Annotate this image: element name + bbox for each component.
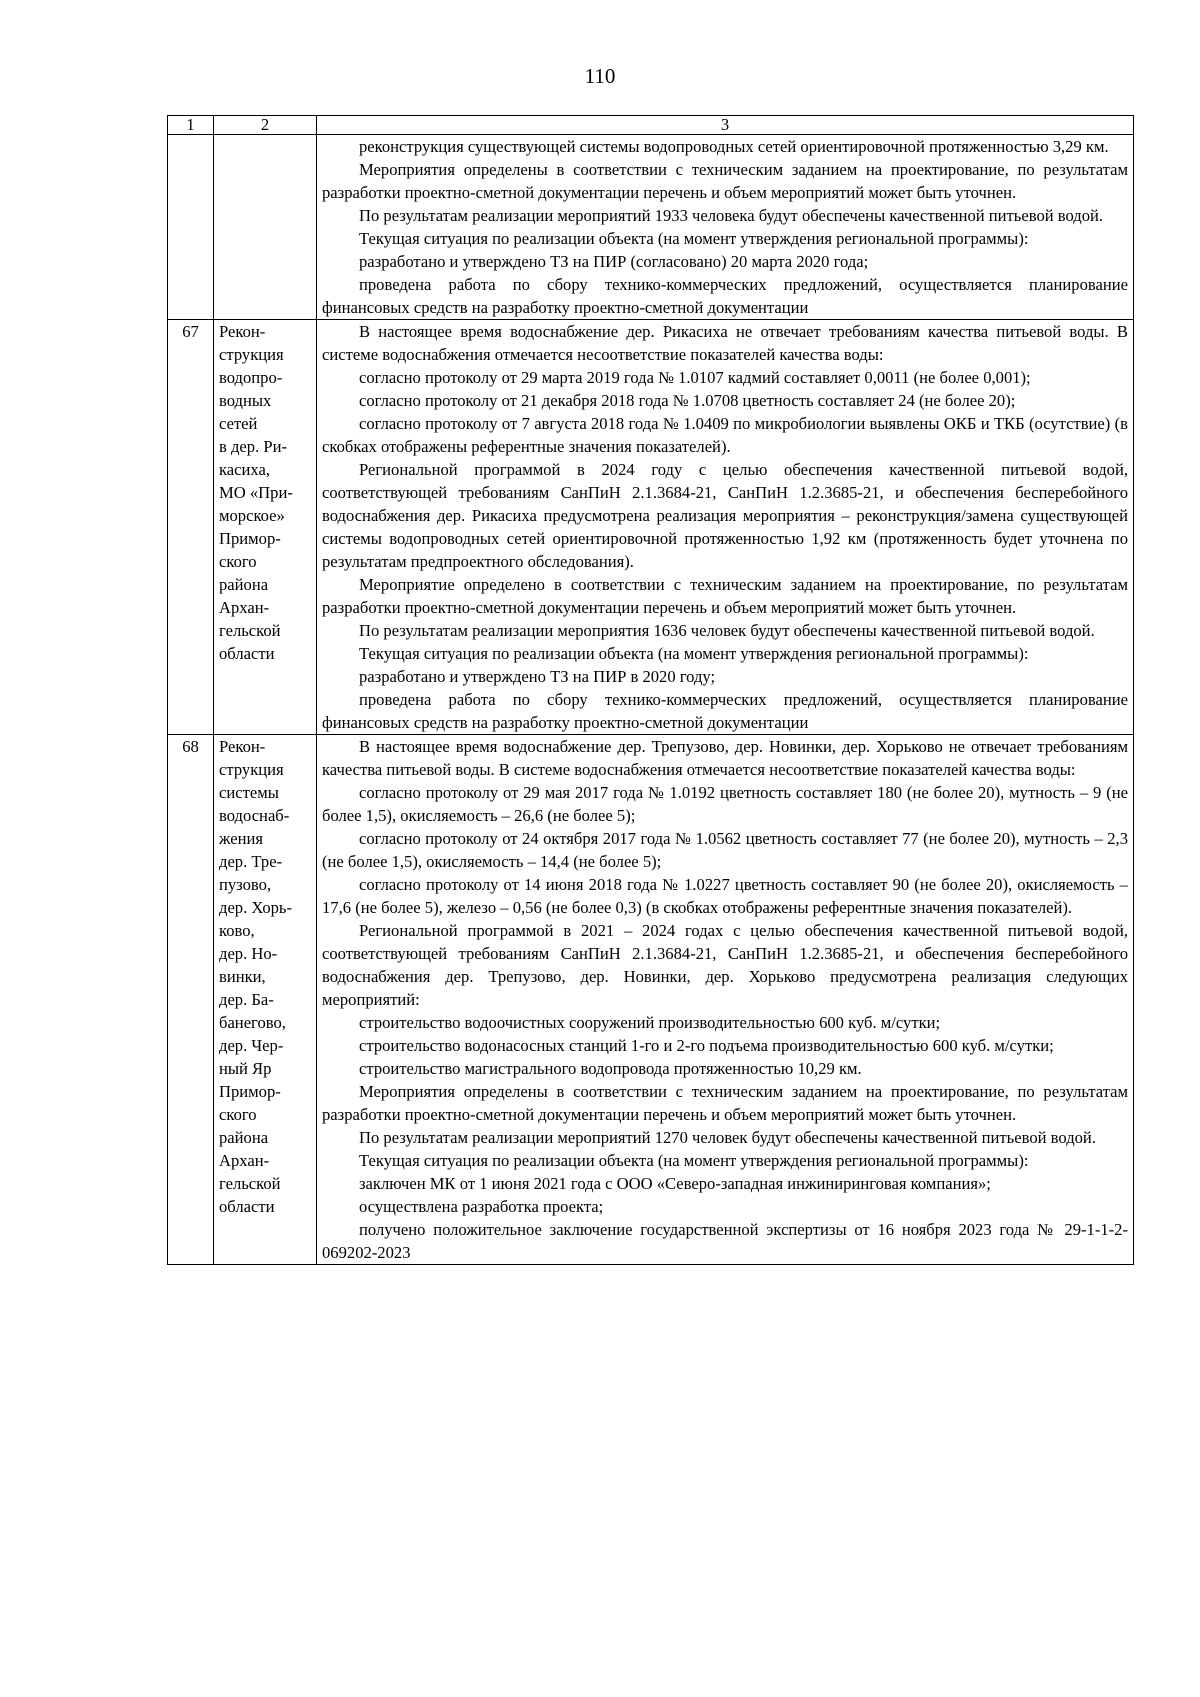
object-name-line: пузово, xyxy=(219,875,272,894)
object-name-line: дер. Но- xyxy=(219,944,278,963)
description-paragraph: Региональной программой в 2021 – 2024 годах с целью обеспечения качественной питьевой водой, соответствующей требованиям СанПиН 2.1.3684-21, СанПиН 1.2.3685-21, и обеспечения бесперебойного водоснабжения дер. Трепузово, дер. Новинки, дер. Хорьково предусмотрена реализация следующих мероприятий: xyxy=(322,921,1128,1009)
object-name-line: МО «При- xyxy=(219,483,293,502)
description-paragraph: Мероприятия определены в соответствии с техническим заданием на проектирование, по результатам разработки проектно-сметной документации перечень и объем мероприятий может быть уточнен. xyxy=(322,160,1128,202)
description-paragraph: согласно протоколу от 29 мая 2017 года № 1.0192 цветность составляет 180 (не более 20), мутность – 9 (не более 1,5), окисляемость – 26,6 (не более 5); xyxy=(322,783,1128,825)
description-cell xyxy=(317,735,1134,1265)
object-name-line: винки, xyxy=(219,967,266,986)
description-paragraph: согласно протоколу от 14 июня 2018 года № 1.0227 цветность составляет 90 (не более 20), окисляемость – 17,6 (не более 5), железо – 0,56 (не более 0,3) (в скобках отображены референтные значения показателей). xyxy=(322,875,1128,917)
description-paragraph: получено положительное заключение государственной экспертизы от 16 ноября 2023 года № 29-1-1-2-069202-2023 xyxy=(322,1220,1128,1262)
object-name-line: дер. Тре- xyxy=(219,852,283,871)
description-paragraph: проведена работа по сбору технико-коммерческих предложений, осуществляется планирование финансовых средств на разработку проектно-сметной документации xyxy=(322,690,1128,732)
description-paragraph: Мероприятия определены в соответствии с техническим заданием на проектирование, по результатам разработки проектно-сметной документации перечень и объем мероприятий может быть уточнен. xyxy=(322,1082,1128,1124)
row-number: 68 xyxy=(168,735,214,1265)
object-name-line: Примор- xyxy=(219,1082,281,1101)
description-paragraph: разработано и утверждено ТЗ на ПИР в 2020 году; xyxy=(359,667,716,686)
object-name-cell xyxy=(214,735,317,1265)
description-paragraph: строительство водоочистных сооружений производительностью 600 куб. м/сутки; xyxy=(359,1013,941,1032)
object-name-line: сетей xyxy=(219,414,258,433)
measures-table xyxy=(167,115,1134,1265)
object-name-line: района xyxy=(219,575,269,594)
row-number xyxy=(168,135,214,320)
description-paragraph: заключен МК от 1 июня 2021 года с ООО «Северо-западная инжиниринговая компания»; xyxy=(359,1174,991,1193)
object-name-line: водопро- xyxy=(219,368,283,387)
description-paragraph: согласно протоколу от 29 марта 2019 года № 1.0107 кадмий составляет 0,0011 (не более 0,001); xyxy=(359,368,1031,387)
description-paragraph: По результатам реализации мероприятий 1933 человека будут обеспечены качественной питьевой водой. xyxy=(359,206,1104,225)
object-name-line: дер. Хорь- xyxy=(219,898,293,917)
object-name-cell xyxy=(214,135,317,320)
description-paragraph: По результатам реализации мероприятий 1270 человек будут обеспечены качественной питьевой водой. xyxy=(359,1128,1096,1147)
column-header-3: 3 xyxy=(317,116,1134,135)
object-name-line: гельской xyxy=(219,1174,281,1193)
description-paragraph: согласно протоколу от 7 августа 2018 года № 1.0409 по микробиологии выявлены ОКБ и ТКБ (осутствие) (в скобках отображены референтные значения показателей). xyxy=(322,414,1128,456)
description-cell xyxy=(317,320,1134,735)
description-paragraph: Мероприятие определено в соответствии с техническим заданием на проектирование, по результатам разработки проектно-сметной документации перечень и объем мероприятий может быть уточнен. xyxy=(322,575,1128,617)
description-paragraph: По результатам реализации мероприятия 1636 человек будут обеспечены качественной питьевой водой. xyxy=(359,621,1095,640)
object-name-line: области xyxy=(219,644,275,663)
object-name-line: области xyxy=(219,1197,275,1216)
description-paragraph: строительство водонасосных станций 1-го и 2-го подъема производительностью 600 куб. м/сутки; xyxy=(359,1036,1054,1055)
object-name-line: гельской xyxy=(219,621,281,640)
table-row xyxy=(168,320,1134,735)
description-cell xyxy=(317,135,1134,320)
description-paragraph: проведена работа по сбору технико-коммерческих предложений, осуществляется планирование финансовых средств на разработку проектно-сметной документации xyxy=(322,275,1128,317)
object-name-line: Архан- xyxy=(219,1151,270,1170)
object-name-line: банегово, xyxy=(219,1013,286,1032)
object-name-line: Примор- xyxy=(219,529,281,548)
object-name-line: в дер. Ри- xyxy=(219,437,288,456)
table-header-row xyxy=(168,116,1134,135)
description-paragraph: Текущая ситуация по реализации объекта (на момент утверждения региональной программы): xyxy=(359,644,1029,663)
description-paragraph: Текущая ситуация по реализации объекта (на момент утверждения региональной программы): xyxy=(359,229,1029,248)
object-name-line: касиха, xyxy=(219,460,271,479)
page-number: 110 xyxy=(584,64,616,88)
object-name-line: морское» xyxy=(219,506,285,525)
description-paragraph: строительство магистрального водопровода протяженностью 10,29 км. xyxy=(359,1059,862,1078)
object-name-line: Рекон- xyxy=(219,737,266,756)
description-paragraph: В настоящее время водоснабжение дер. Рикасиха не отвечает требованиям качества питьевой воды. В системе водоснабжения отмечается несоответствие показателей качества воды: xyxy=(322,322,1128,364)
table-row xyxy=(168,135,1134,320)
description-paragraph: В настоящее время водоснабжение дер. Трепузово, дер. Новинки, дер. Хорьково не отвечает требованиям качества питьевой воды. В системе водоснабжения отмечается несоответствие показателей качества воды: xyxy=(322,737,1128,779)
description-paragraph: реконструкция существующей системы водопроводных сетей ориентировочной протяженностью 3,29 км. xyxy=(359,137,1109,156)
object-name-line: водных xyxy=(219,391,272,410)
object-name-line: жения xyxy=(219,829,264,848)
description-paragraph: разработано и утверждено ТЗ на ПИР (согласовано) 20 марта 2020 года; xyxy=(359,252,869,271)
object-name-line: струкция xyxy=(219,345,284,364)
object-name-line: системы xyxy=(219,783,279,802)
object-name-line: ково, xyxy=(219,921,255,940)
description-paragraph: Региональной программой в 2024 году с целью обеспечения качественной питьевой водой, соответствующей требованиям СанПиН 2.1.3684-21, СанПиН 1.2.3685-21, и обеспечения бесперебойного водоснабжения дер. Рикасиха предусмотрена реализация мероприятия – реконструкция/замена существующей системы водопроводных сетей ориентировочной протяженностью 1,92 км (протяженность будет уточнена по результатам предпроектного обследования). xyxy=(322,460,1128,571)
table-row xyxy=(168,735,1134,1265)
description-paragraph: осуществлена разработка проекта; xyxy=(359,1197,604,1216)
object-name-line: дер. Ба- xyxy=(219,990,274,1009)
object-name-cell xyxy=(214,320,317,735)
object-name-line: ный Яр xyxy=(219,1059,272,1078)
column-header-1: 1 xyxy=(168,116,214,135)
row-number: 67 xyxy=(168,320,214,735)
object-name-line: Архан- xyxy=(219,598,270,617)
object-name-line: ского xyxy=(219,552,257,571)
table-body xyxy=(168,135,1134,1265)
description-paragraph: согласно протоколу от 24 октября 2017 года № 1.0562 цветность составляет 77 (не более 20), мутность – 2,3 (не более 1,5), окисляемость – 14,4 (не более 5); xyxy=(322,829,1128,871)
description-paragraph: согласно протоколу от 21 декабря 2018 года № 1.0708 цветность составляет 24 (не более 20); xyxy=(359,391,1016,410)
object-name-line: дер. Чер- xyxy=(219,1036,284,1055)
column-header-2: 2 xyxy=(214,116,317,135)
description-paragraph: Текущая ситуация по реализации объекта (на момент утверждения региональной программы): xyxy=(359,1151,1029,1170)
object-name-line: Рекон- xyxy=(219,322,266,341)
object-name-line: района xyxy=(219,1128,269,1147)
object-name-line: водоснаб- xyxy=(219,806,290,825)
object-name-line: струкция xyxy=(219,760,284,779)
object-name-line: ского xyxy=(219,1105,257,1124)
